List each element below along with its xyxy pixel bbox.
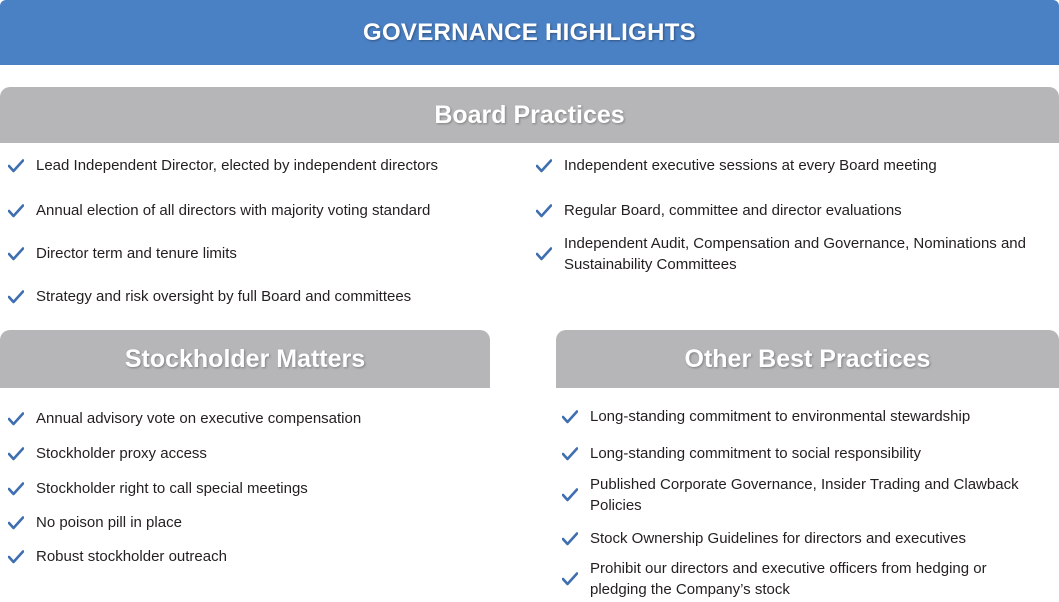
list-item (562, 406, 1052, 427)
stockholder-matters-header (0, 330, 490, 388)
list-item (536, 155, 1056, 176)
list-item-text: Stockholder proxy access (36, 445, 207, 462)
board-practices-header (0, 87, 1059, 143)
list-item-text: Stockholder right to call special meetings (36, 480, 308, 497)
list-item (8, 155, 518, 176)
list-item (8, 286, 518, 307)
checkmark-icon (8, 204, 36, 218)
checkmark-icon (536, 159, 564, 173)
checkmark-icon (8, 550, 36, 564)
list-item-text: Director term and tenure limits (36, 245, 237, 262)
list-item (536, 200, 1056, 221)
checkmark-icon (8, 447, 36, 461)
list-item-text: Lead Independent Director, elected by independent directors (36, 157, 438, 174)
list-item-text: Independent executive sessions at every Board meeting (564, 157, 937, 174)
list-item-text: Robust stockholder outreach (36, 548, 227, 565)
list-item-text: No poison pill in place (36, 514, 182, 531)
checkmark-icon (8, 516, 36, 530)
list-item-text: Long-standing commitment to social responsibility (590, 445, 921, 462)
list-item (8, 546, 478, 567)
page-title: GOVERNANCE HIGHLIGHTS (363, 18, 696, 46)
list-item (8, 478, 478, 499)
list-item-text: Published Corporate Governance, Insider Trading and Clawback Policies (590, 476, 1019, 514)
list-item (562, 558, 1052, 600)
board-practices-heading: Board Practices (434, 100, 625, 129)
list-item-text: Strategy and risk oversight by full Board and committees (36, 288, 412, 305)
checkmark-icon (562, 447, 590, 461)
checkmark-icon (8, 159, 36, 173)
list-item-text: Stock Ownership Guidelines for directors and executives (590, 530, 967, 547)
title-banner (0, 0, 1059, 65)
checkmark-icon (562, 572, 590, 586)
list-item-text: Regular Board, committee and director evaluations (564, 202, 902, 219)
list-item (562, 528, 1052, 549)
checkmark-icon (536, 247, 564, 261)
checkmark-icon (562, 488, 590, 502)
checkmark-icon (8, 247, 36, 261)
list-item (8, 243, 518, 264)
list-item (536, 233, 1056, 275)
other-best-practices-header (556, 330, 1059, 388)
checkmark-icon (8, 482, 36, 496)
list-item (562, 474, 1052, 516)
list-item (562, 443, 1052, 464)
checkmark-icon (562, 532, 590, 546)
list-item (8, 443, 478, 464)
checkmark-icon (8, 290, 36, 304)
checkmark-icon (8, 412, 36, 426)
list-item-text: Annual advisory vote on executive compensation (36, 410, 362, 427)
list-item (8, 200, 518, 221)
list-item (8, 408, 478, 429)
stockholder-matters-heading: Stockholder Matters (124, 344, 366, 373)
list-item-text: Prohibit our directors and executive officers from hedging or pledging the Company’s stock (590, 560, 987, 598)
list-item-text: Long-standing commitment to environmental stewardship (590, 408, 971, 425)
checkmark-icon (536, 204, 564, 218)
list-item-text: Independent Audit, Compensation and Governance, Nominations and Sustainability Committees (564, 235, 1026, 273)
other-best-practices-heading: Other Best Practices (684, 344, 931, 373)
checkmark-icon (562, 410, 590, 424)
list-item-text: Annual election of all directors with majority voting standard (36, 202, 431, 219)
list-item (8, 512, 478, 533)
